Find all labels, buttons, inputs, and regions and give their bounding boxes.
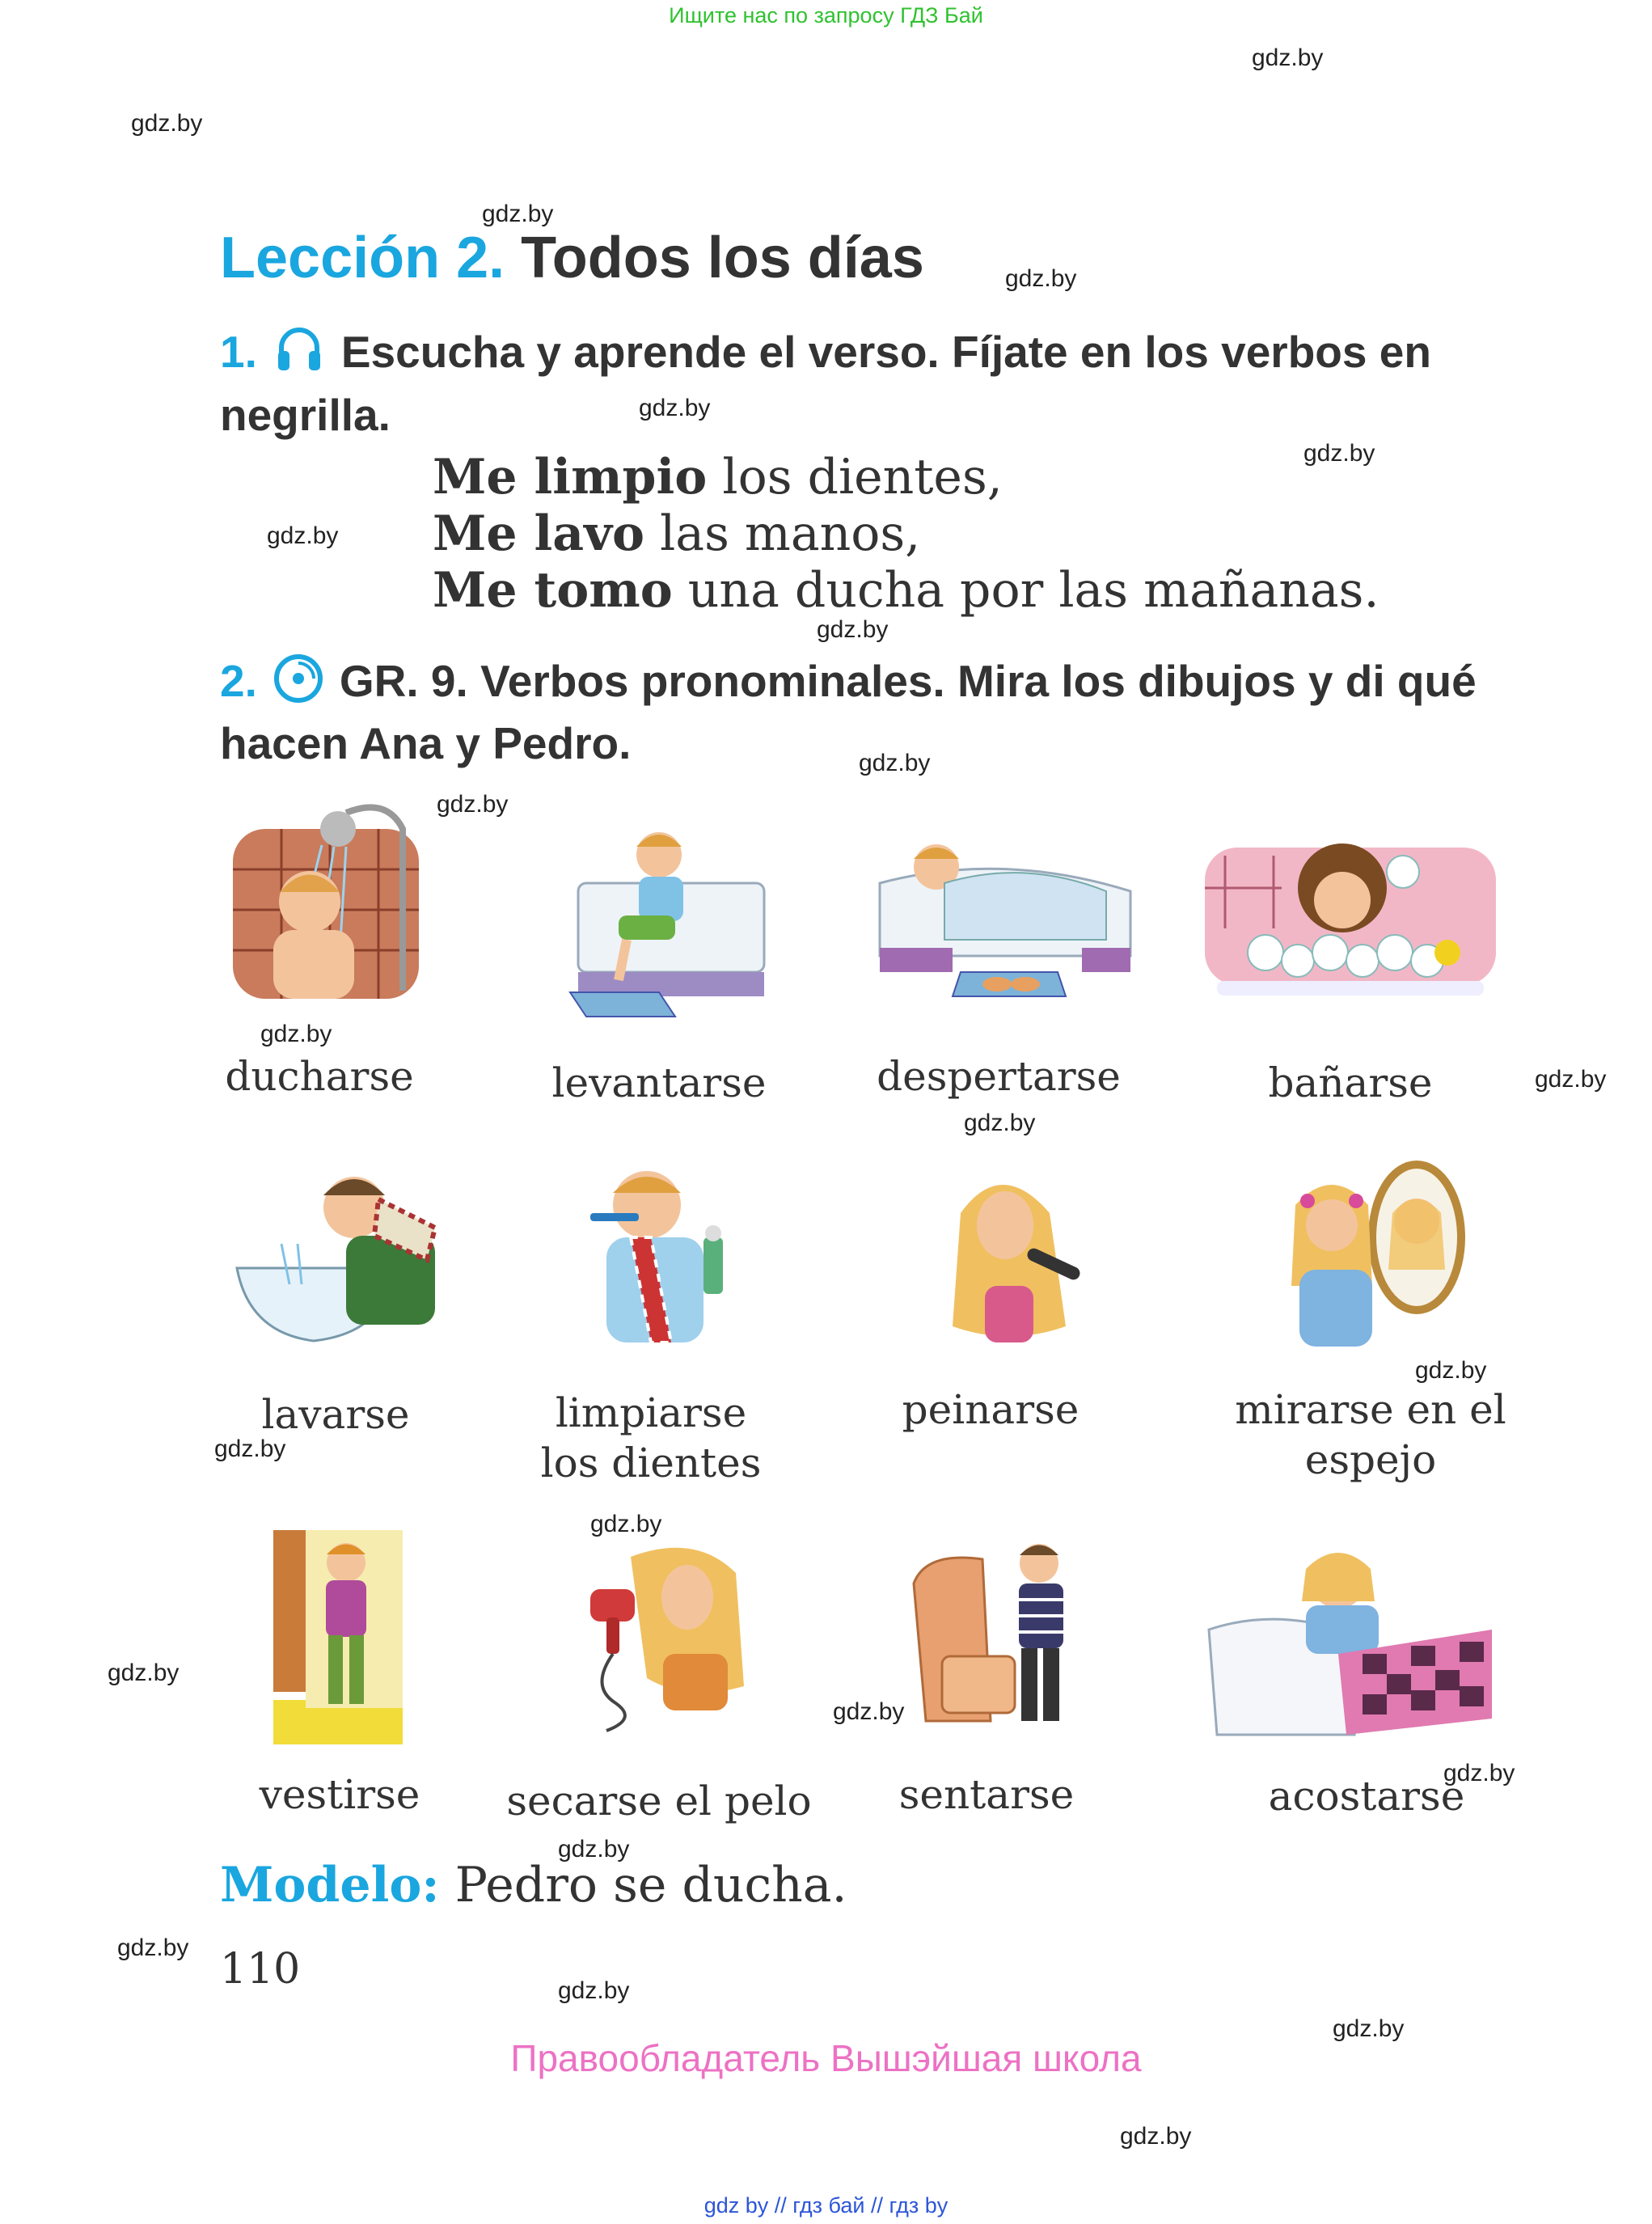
lesson-name: Todos los días: [521, 226, 924, 290]
modelo-example: [220, 1857, 847, 1913]
watermark: gdz.by: [558, 1977, 630, 2004]
exercise-2-instruction: [220, 653, 1514, 771]
watermark: gdz.by: [437, 791, 509, 818]
lesson-title: [220, 225, 924, 291]
watermark: gdz.by: [482, 201, 554, 227]
label-acostarse: acostarse: [1268, 1773, 1465, 1820]
label-mirarse-en-el-espejo: mirarse en el espejo: [1235, 1386, 1506, 1483]
watermark: gdz.by: [833, 1698, 905, 1725]
watermark: gdz.by: [590, 1511, 662, 1537]
watermark: gdz.by: [1333, 2015, 1405, 2042]
cd-disc-icon: [273, 653, 323, 716]
watermark: gdz.by: [214, 1435, 286, 1462]
watermark: gdz.by: [1252, 44, 1324, 71]
label-despertarse: despertarse: [877, 1053, 1121, 1100]
label-sentarse: sentarse: [898, 1771, 1075, 1818]
picture-despertarse: [864, 818, 1139, 1008]
exercise-1-number: 1.: [220, 327, 257, 378]
label-limpiarse-los-dientes: limpiarse los dientes: [540, 1389, 762, 1486]
exercise-1-text: Escucha y aprende el verso. Fíjate en los verbos en negrilla.: [220, 327, 1431, 440]
label-levantarse: levantarse: [551, 1059, 767, 1106]
watermark: gdz.by: [1443, 1760, 1515, 1786]
label-secarse-el-pelo: secarse el pelo: [506, 1778, 812, 1824]
verse-line-2: Me lavo las manos,: [433, 505, 921, 562]
verse-line-1: Me limpio los dientes,: [433, 449, 1003, 505]
top-banner[interactable]: Ищите нас по запросу ГДЗ Бай: [669, 3, 983, 27]
watermark: gdz.by: [1535, 1066, 1607, 1093]
modelo-text: Pedro se ducha.: [439, 1857, 847, 1913]
headphones-icon: [273, 323, 325, 387]
picture-lavarse: [233, 1163, 443, 1353]
watermark: gdz.by: [1005, 265, 1077, 292]
picture-banarse: [1201, 831, 1500, 1013]
watermark: gdz.by: [131, 110, 203, 137]
picture-limpiarse-los-dientes: [574, 1156, 752, 1355]
label-ducharse: ducharse: [225, 1053, 414, 1100]
copyright-notice: Правообладатель Вышэйшая школа: [510, 2037, 1142, 2079]
verse: [433, 449, 1379, 619]
label-peinarse: peinarse: [902, 1386, 1080, 1433]
label-banarse: bañarse: [1268, 1059, 1433, 1106]
picture-ducharse: [225, 797, 435, 1007]
watermark: gdz.by: [267, 522, 339, 549]
watermark: gdz.by: [260, 1021, 332, 1047]
exercise-1-instruction: [220, 323, 1514, 442]
picture-vestirse: [273, 1530, 403, 1748]
watermark: gdz.by: [817, 616, 889, 643]
label-vestirse: vestirse: [259, 1771, 420, 1818]
watermark: gdz.by: [964, 1110, 1036, 1136]
page-number: 110: [220, 1945, 301, 1994]
watermark: gdz.by: [859, 750, 931, 776]
lesson-number: Lección 2.: [220, 226, 505, 290]
watermark: gdz.by: [108, 1660, 180, 1686]
verse-line-3: Me tomo una ducha por las mañanas.: [433, 562, 1379, 619]
watermark: gdz.by: [1415, 1357, 1487, 1384]
modelo-label: Modelo:: [220, 1857, 440, 1913]
label-lavarse: lavarse: [261, 1391, 410, 1438]
bottom-links[interactable]: gdz by // гдз бай // гдз by: [703, 2193, 949, 2218]
picture-secarse-el-pelo: [582, 1541, 756, 1739]
picture-sentarse: [910, 1535, 1075, 1733]
picture-levantarse: [562, 818, 772, 1025]
watermark: gdz.by: [1303, 440, 1375, 467]
watermark: gdz.by: [1120, 2123, 1192, 2150]
exercise-2-text: GR. 9. Verbos pronominales. Mira los dibujos y di qué hacen Ana y Pedro.: [220, 656, 1477, 768]
watermark: gdz.by: [639, 395, 711, 421]
picture-peinarse: [928, 1165, 1090, 1351]
watermark: gdz.by: [117, 1934, 189, 1961]
exercise-2-number: 2.: [220, 656, 257, 707]
picture-mirarse-en-el-espejo: [1279, 1156, 1465, 1355]
watermark: gdz.by: [558, 1836, 630, 1862]
picture-acostarse: [1201, 1533, 1500, 1747]
